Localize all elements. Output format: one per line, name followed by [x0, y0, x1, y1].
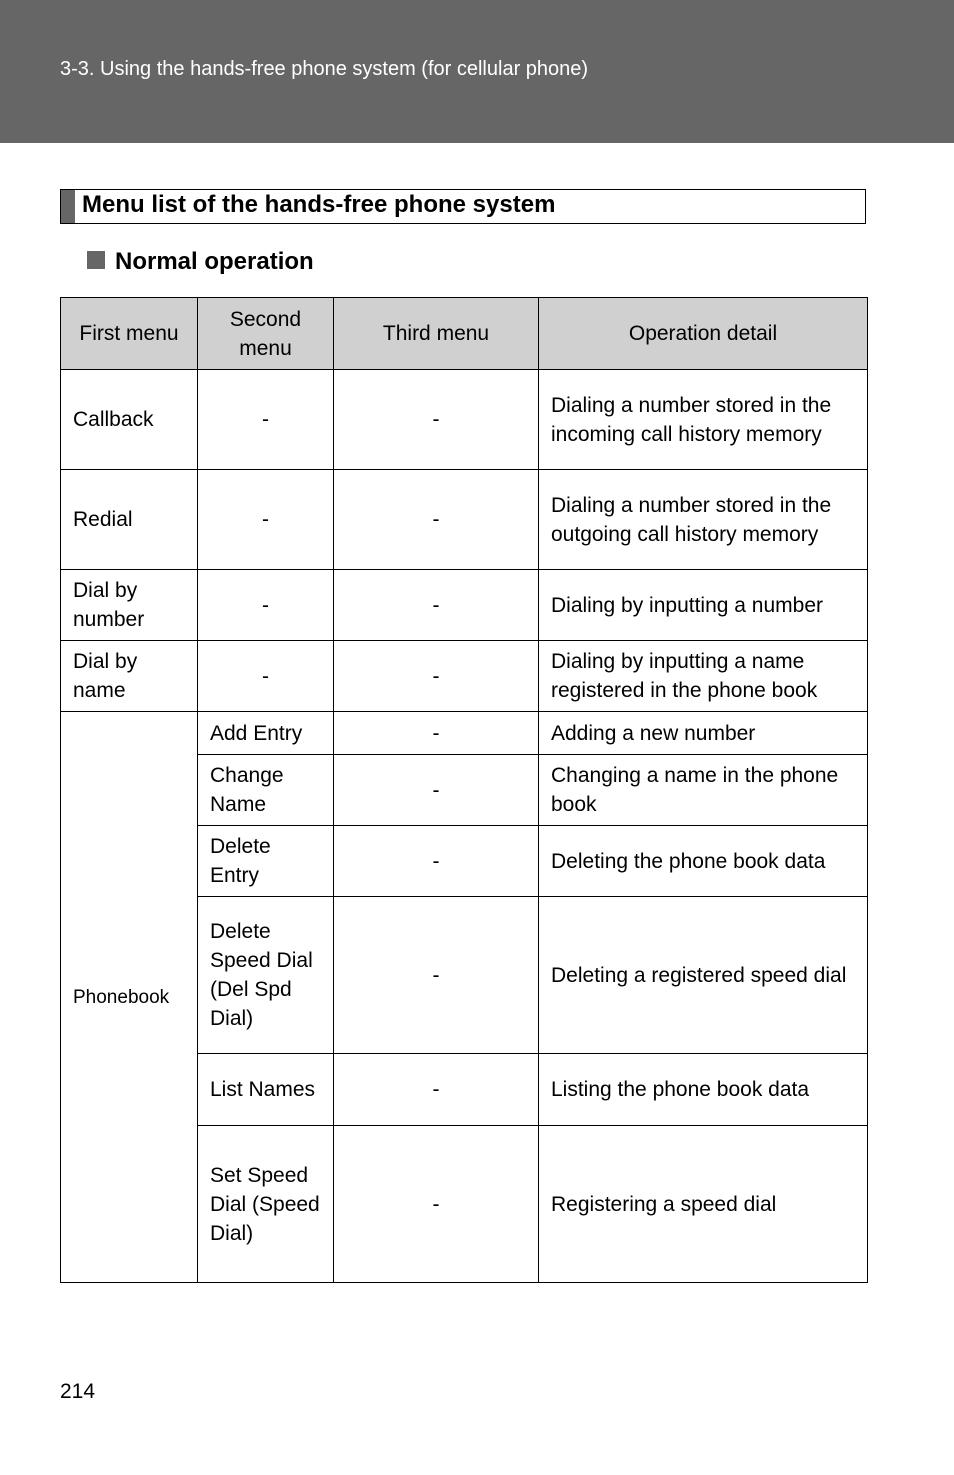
first-menu-cell: Redial	[61, 470, 198, 570]
second-menu-cell: List Names	[198, 1054, 334, 1126]
operation-detail-cell: Adding a new number	[539, 712, 868, 755]
second-menu-cell: -	[198, 570, 334, 641]
column-header: First menu	[61, 298, 198, 370]
second-menu-cell: -	[198, 370, 334, 470]
third-menu-cell: -	[334, 712, 539, 755]
third-menu-cell: -	[334, 641, 539, 712]
operation-detail-cell: Deleting a registered speed dial	[539, 897, 868, 1054]
operation-detail-cell: Dialing a number stored in the outgoing call history memory	[539, 470, 868, 570]
third-menu-cell: -	[334, 470, 539, 570]
first-menu-cell-phonebook: Phonebook	[61, 712, 198, 1283]
second-menu-cell: Set Speed Dial (Speed Dial)	[198, 1126, 334, 1283]
third-menu-cell: -	[334, 1054, 539, 1126]
table-header-row	[61, 298, 868, 370]
third-menu-cell: -	[334, 1126, 539, 1283]
table-row	[61, 370, 868, 470]
chapter-header	[0, 0, 954, 143]
first-menu-cell: Dial by number	[61, 570, 198, 641]
second-menu-cell: -	[198, 470, 334, 570]
table-row	[61, 470, 868, 570]
subsection-title: Normal operation	[115, 248, 314, 275]
section-title: Menu list of the hands-free phone system	[82, 191, 556, 218]
column-header: Third menu	[334, 298, 539, 370]
section-marker-bar	[61, 190, 75, 223]
third-menu-cell: -	[334, 755, 539, 826]
first-menu-cell: Callback	[61, 370, 198, 470]
table-row	[61, 570, 868, 641]
column-header: Second menu	[198, 298, 334, 370]
operation-detail-cell: Dialing by inputting a number	[539, 570, 868, 641]
second-menu-cell: -	[198, 641, 334, 712]
operation-detail-cell: Registering a speed dial	[539, 1126, 868, 1283]
second-menu-cell: Delete Speed Dial (Del Spd Dial)	[198, 897, 334, 1054]
subsection-heading	[87, 248, 314, 276]
column-header: Operation detail	[539, 298, 868, 370]
operation-detail-cell: Listing the phone book data	[539, 1054, 868, 1126]
second-menu-cell: Add Entry	[198, 712, 334, 755]
table-row	[61, 641, 868, 712]
second-menu-cell: Change Name	[198, 755, 334, 826]
operation-detail-cell: Deleting the phone book data	[539, 826, 868, 897]
square-bullet-icon	[87, 251, 105, 269]
operation-detail-cell: Dialing a number stored in the incoming call history memory	[539, 370, 868, 470]
second-menu-cell: Delete Entry	[198, 826, 334, 897]
menu-table	[60, 297, 868, 1283]
third-menu-cell: -	[334, 897, 539, 1054]
chapter-title: 3-3. Using the hands-free phone system (for cellular phone)	[60, 58, 589, 80]
third-menu-cell: -	[334, 370, 539, 470]
third-menu-cell: -	[334, 570, 539, 641]
first-menu-cell: Dial by name	[61, 641, 198, 712]
third-menu-cell: -	[334, 826, 539, 897]
operation-detail-cell: Changing a name in the phone book	[539, 755, 868, 826]
operation-detail-cell: Dialing by inputting a name registered in the phone book	[539, 641, 868, 712]
page-number: 214	[60, 1380, 96, 1403]
table-row	[61, 712, 868, 755]
section-heading	[60, 189, 866, 224]
